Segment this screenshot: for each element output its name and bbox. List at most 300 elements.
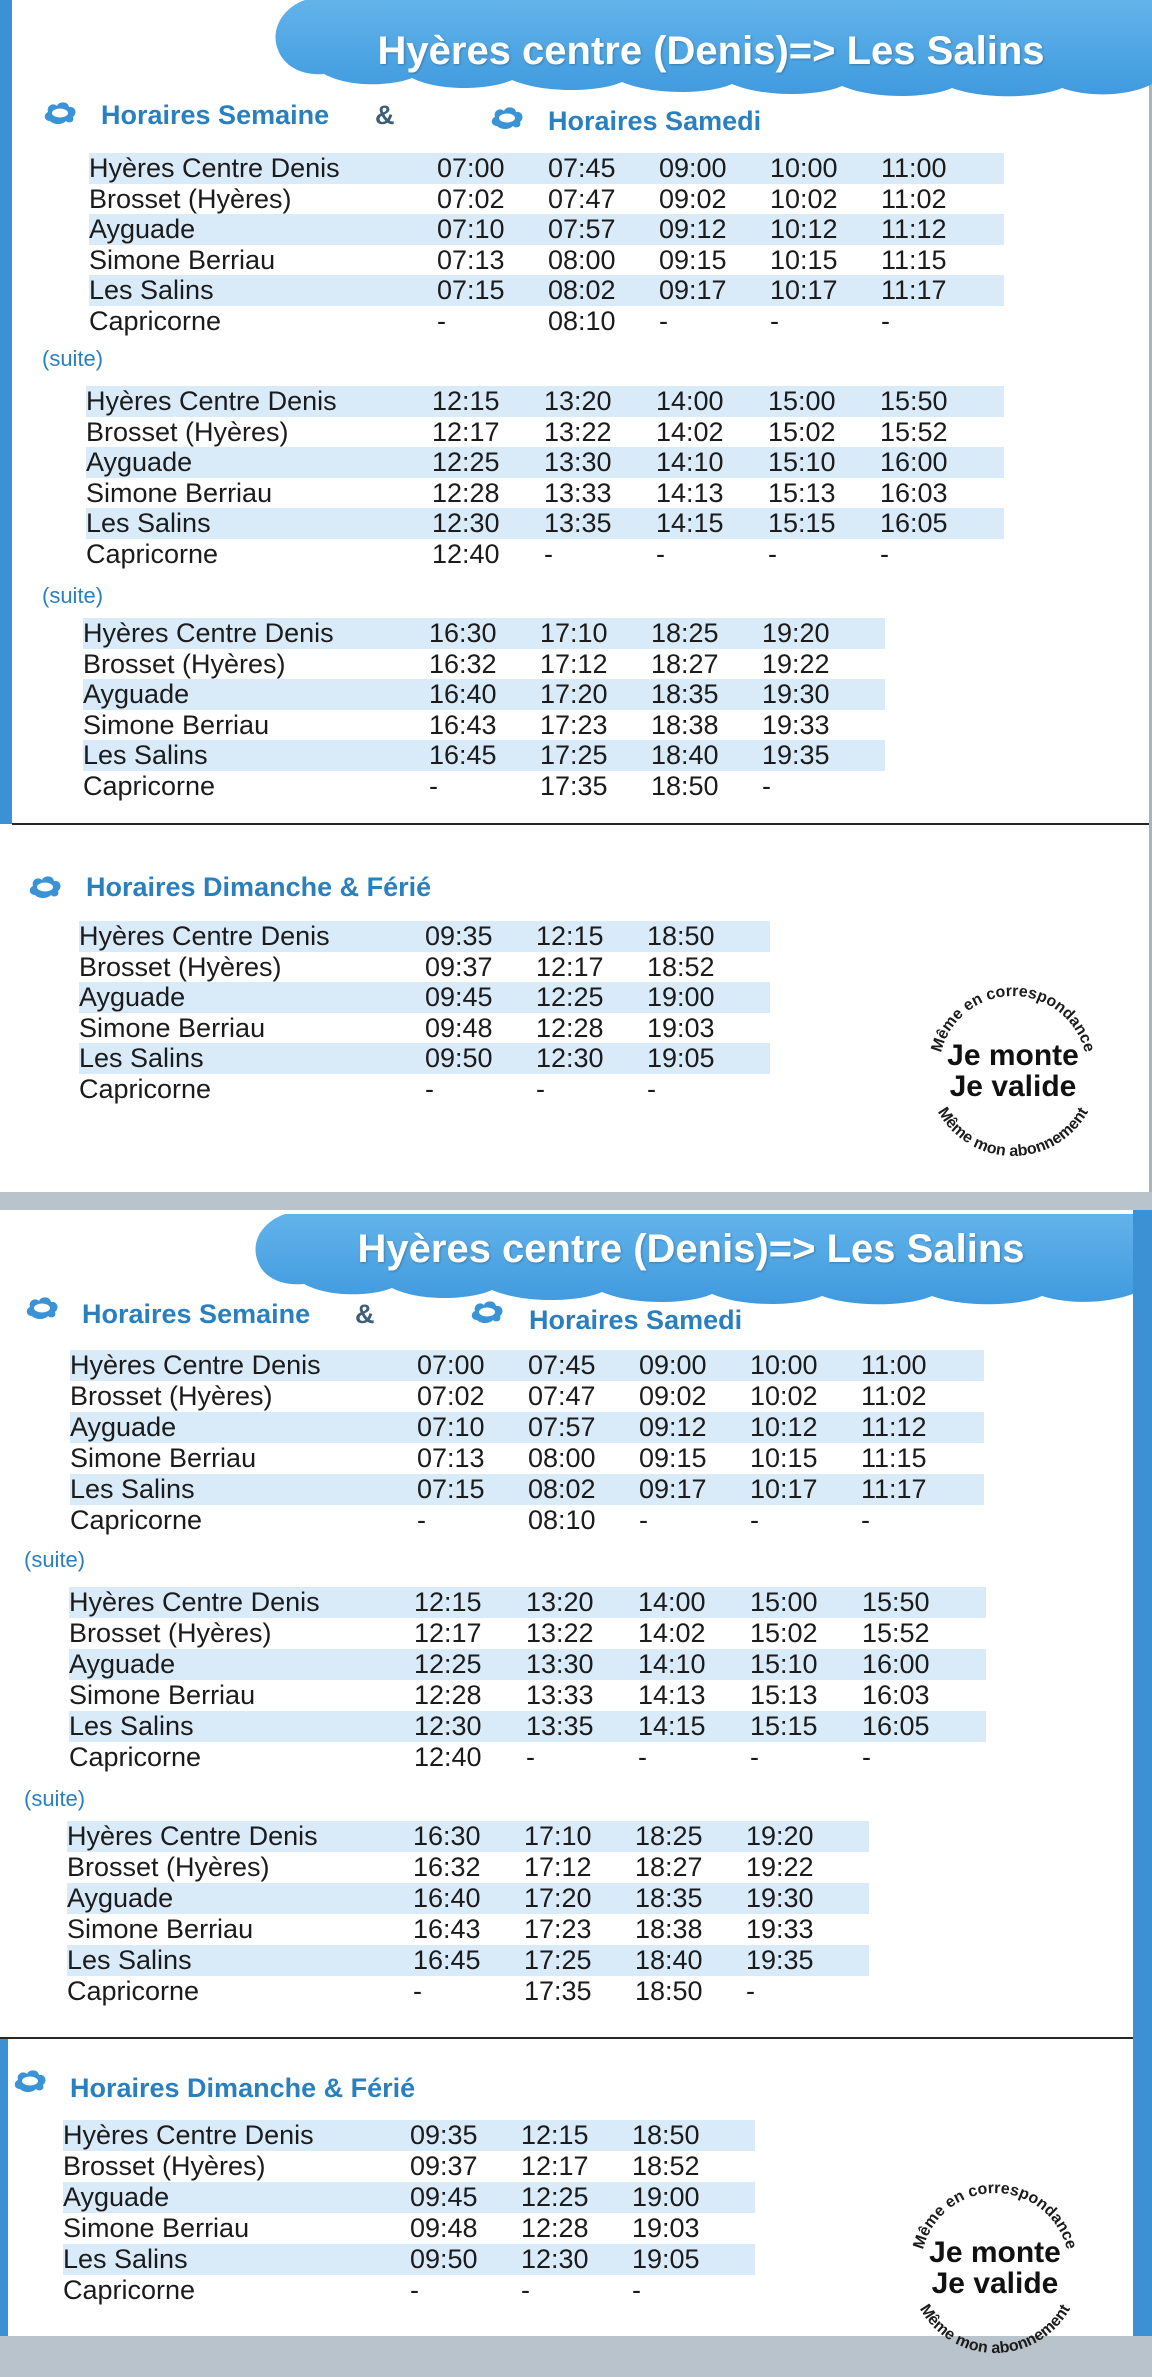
stop-name: Hyères Centre Denis: [86, 386, 337, 416]
departure-time: 07:57: [548, 214, 616, 245]
timetable-row: [83, 771, 885, 802]
departure-time: 07:45: [528, 1350, 596, 1380]
timetable-row: [89, 184, 1004, 215]
route-title: Hyères centre (Denis)=> Les Salins: [357, 1227, 1025, 1271]
validation-badge: [885, 2157, 1105, 2377]
timetable-row: [63, 2213, 755, 2244]
departure-time: 17:23: [540, 709, 608, 740]
departure-time: -: [417, 1505, 426, 1535]
timetable-block: [70, 1350, 984, 1536]
timetable-row: [79, 1013, 770, 1044]
departure-time: 19:22: [762, 648, 830, 679]
departure-time: 18:35: [635, 1883, 703, 1913]
stop-name: Hyères Centre Denis: [79, 921, 330, 951]
weekday-schedule-label: Horaires Semaine: [82, 1299, 311, 1329]
departure-time: 18:50: [647, 921, 715, 951]
departure-time: 07:00: [417, 1350, 485, 1380]
departure-time: -: [413, 1976, 422, 2006]
departure-time: 16:00: [862, 1649, 930, 1679]
timetable-row: [86, 508, 1004, 539]
stop-name: Brosset (Hyères): [79, 951, 282, 982]
departure-time: 10:00: [770, 153, 838, 183]
departure-time: -: [526, 1742, 535, 1772]
departure-time: 17:20: [540, 679, 608, 710]
timetable-row: [67, 1883, 869, 1914]
departure-time: 17:10: [524, 1821, 592, 1851]
continuation-label: (suite): [42, 583, 104, 608]
departure-time: 13:22: [544, 416, 612, 447]
departure-time: 09:02: [659, 183, 727, 214]
departure-time: -: [880, 538, 889, 569]
departure-time: 07:13: [417, 1443, 485, 1473]
departure-time: 11:15: [861, 1443, 927, 1473]
badge-line-2: Je valide: [949, 1070, 1077, 1103]
departure-time: 07:57: [528, 1412, 596, 1442]
timetable-row: [89, 153, 1004, 184]
timetable-row: [86, 539, 1004, 570]
departure-time: 07:13: [437, 244, 505, 275]
stop-name: Hyères Centre Denis: [63, 2120, 314, 2150]
departure-time: 11:02: [881, 183, 947, 214]
departure-time: -: [659, 305, 668, 336]
departure-time: -: [861, 1505, 870, 1535]
timetable-block: [86, 386, 1004, 570]
departure-time: 12:17: [414, 1618, 482, 1648]
departure-time: -: [410, 2275, 419, 2305]
departure-time: 17:25: [524, 1945, 592, 1975]
timetable-row: [83, 618, 885, 649]
continuation-label: (suite): [24, 1547, 86, 1572]
departure-time: 16:32: [429, 648, 497, 679]
departure-time: 12:25: [536, 982, 604, 1013]
departure-time: 11:02: [861, 1381, 927, 1411]
stop-name: Brosset (Hyères): [86, 416, 289, 447]
stop-name: Les Salins: [67, 1945, 192, 1975]
departure-time: 13:20: [526, 1587, 594, 1617]
stop-name: Ayguade: [86, 447, 193, 478]
sunday-holiday-schedule-label: Horaires Dimanche & Férié: [86, 872, 432, 902]
section-divider: [0, 2037, 1133, 2039]
departure-time: 11:00: [861, 1350, 927, 1380]
timetable-row: [63, 2244, 755, 2275]
timetable-row: [67, 1945, 869, 1976]
departure-time: 18:25: [651, 618, 719, 648]
departure-time: 19:33: [762, 709, 830, 740]
timetable-row: [86, 478, 1004, 509]
timetable-row: [69, 1649, 986, 1680]
svg-text:Même mon abonnement: [934, 1104, 1092, 1160]
departure-time: -: [750, 1505, 759, 1535]
badge-line-1: Je monte: [929, 2236, 1061, 2269]
right-edge-strip: [1133, 1210, 1152, 2336]
badge-line-1: Je monte: [947, 1039, 1079, 1072]
departure-time: 07:47: [528, 1381, 596, 1411]
timetable-block: [67, 1821, 869, 2007]
timetable-row: [69, 1742, 986, 1773]
stop-name: Les Salins: [63, 2244, 188, 2274]
departure-time: 18:38: [635, 1914, 703, 1944]
departure-time: 18:50: [651, 770, 719, 801]
stop-name: Capricorne: [70, 1505, 203, 1535]
departure-time: 16:03: [880, 477, 948, 508]
ampersand: &: [375, 100, 395, 130]
timetable-row: [63, 2275, 755, 2306]
departure-time: -: [656, 538, 665, 569]
departure-time: 09:50: [425, 1043, 493, 1074]
stop-name: Les Salins: [83, 740, 208, 771]
departure-time: 18:25: [635, 1821, 703, 1851]
stop-name: Brosset (Hyères): [89, 183, 292, 214]
timetable-row: [63, 2151, 755, 2182]
departure-time: 16:43: [413, 1914, 481, 1944]
cloud-icon: [27, 873, 63, 899]
departure-time: 14:10: [638, 1649, 706, 1679]
departure-time: 12:17: [432, 416, 500, 447]
departure-time: 09:02: [639, 1381, 707, 1411]
departure-time: 12:25: [414, 1649, 482, 1679]
departure-time: 09:48: [425, 1012, 493, 1043]
timetable-row: [89, 306, 1004, 337]
departure-time: 07:00: [437, 153, 505, 183]
departure-time: 07:02: [417, 1381, 485, 1411]
departure-time: 15:02: [750, 1618, 818, 1648]
timetable-row: [79, 1074, 770, 1105]
timetable-row: [86, 386, 1004, 417]
section-divider: [12, 823, 1149, 825]
timetable-row: [89, 214, 1004, 245]
departure-time: 10:00: [750, 1350, 818, 1380]
badge-line-2: Je valide: [931, 2267, 1059, 2300]
departure-time: -: [862, 1742, 871, 1772]
departure-time: -: [750, 1742, 759, 1772]
departure-time: 08:02: [548, 275, 616, 306]
departure-time: 13:33: [526, 1680, 594, 1710]
departure-time: -: [647, 1073, 656, 1104]
departure-time: 09:17: [639, 1474, 707, 1504]
timetable-row: [70, 1350, 984, 1381]
ampersand: &: [355, 1299, 375, 1329]
stop-name: Brosset (Hyères): [63, 2151, 266, 2181]
departure-time: 18:35: [651, 679, 719, 710]
departure-time: 16:05: [880, 508, 948, 539]
timetable-row: [69, 1618, 986, 1649]
departure-time: 19:30: [762, 679, 830, 710]
departure-time: 17:20: [524, 1883, 592, 1913]
departure-time: 11:17: [861, 1474, 927, 1504]
departure-time: 13:30: [544, 447, 612, 478]
departure-time: 15:13: [768, 477, 836, 508]
timetable-row: [86, 417, 1004, 448]
departure-time: 16:45: [413, 1945, 481, 1975]
timetable-row: [70, 1412, 984, 1443]
departure-time: 08:00: [528, 1443, 596, 1473]
departure-time: 16:30: [413, 1821, 481, 1851]
departure-time: 09:12: [659, 214, 727, 245]
stop-name: Ayguade: [83, 679, 190, 710]
badge-bottom-text: Même mon abonnement: [916, 2301, 1074, 2358]
timetable-row: [83, 649, 885, 680]
departure-time: 12:28: [536, 1012, 604, 1043]
departure-time: 19:03: [632, 2213, 700, 2243]
departure-time: 09:37: [410, 2151, 478, 2181]
departure-time: 18:27: [651, 648, 719, 679]
stop-name: Les Salins: [70, 1474, 195, 1504]
departure-time: 12:15: [536, 921, 604, 951]
timetable-row: [67, 1821, 869, 1852]
departure-time: 13:30: [526, 1649, 594, 1679]
departure-time: 07:15: [417, 1474, 485, 1504]
departure-time: 15:52: [862, 1618, 930, 1648]
departure-time: 10:02: [770, 183, 838, 214]
departure-time: 16:00: [880, 447, 948, 478]
departure-time: 18:50: [632, 2120, 700, 2150]
timetable-row: [79, 982, 770, 1013]
departure-time: 12:30: [414, 1711, 482, 1741]
timetable-row: [79, 1043, 770, 1074]
cloud-icon: [12, 2067, 48, 2093]
timetable-row: [70, 1381, 984, 1412]
departure-time: 09:15: [639, 1443, 707, 1473]
stop-name: Ayguade: [70, 1412, 177, 1442]
timetable-block-sunday: [79, 921, 770, 1105]
timetable-row: [79, 921, 770, 952]
sunday-holiday-schedule-label: Horaires Dimanche & Férié: [70, 2073, 416, 2103]
timetable-row: [83, 679, 885, 710]
departure-time: 17:35: [540, 770, 608, 801]
stop-name: Capricorne: [83, 770, 216, 801]
departure-time: 12:40: [414, 1742, 482, 1772]
departure-time: 19:30: [746, 1883, 814, 1913]
departure-time: 18:52: [632, 2151, 700, 2181]
timetable-row: [69, 1711, 986, 1742]
timetable-block: [89, 153, 1004, 337]
departure-time: 17:12: [524, 1852, 592, 1882]
departure-time: 12:15: [414, 1587, 482, 1617]
badge-bottom-text: Même mon abonnement: [934, 1104, 1092, 1161]
departure-time: 19:00: [632, 2182, 700, 2212]
departure-time: 09:00: [639, 1350, 707, 1380]
departure-time: 14:10: [656, 447, 724, 478]
departure-time: 12:30: [432, 508, 500, 539]
departure-time: 14:15: [656, 508, 724, 539]
departure-time: -: [632, 2275, 641, 2305]
departure-time: 15:00: [750, 1587, 818, 1617]
departure-time: 12:15: [432, 386, 500, 416]
stop-name: Brosset (Hyères): [69, 1618, 272, 1648]
stop-name: Hyères Centre Denis: [70, 1350, 321, 1380]
departure-time: 16:30: [429, 618, 497, 648]
departure-time: 19:35: [746, 1945, 814, 1975]
timetable-row: [69, 1680, 986, 1711]
stop-name: Hyères Centre Denis: [83, 618, 334, 648]
departure-time: 15:15: [750, 1711, 818, 1741]
departure-time: 17:10: [540, 618, 608, 648]
departure-time: 14:15: [638, 1711, 706, 1741]
stop-name: Hyères Centre Denis: [67, 1821, 318, 1851]
departure-time: 14:13: [638, 1680, 706, 1710]
stop-name: Les Salins: [79, 1043, 204, 1074]
departure-time: 09:00: [659, 153, 727, 183]
departure-time: 07:47: [548, 183, 616, 214]
badge-top-text: Même en correspondance: [910, 2179, 1080, 2252]
departure-time: 07:15: [437, 275, 505, 306]
departure-time: 09:35: [410, 2120, 478, 2150]
departure-time: 18:52: [647, 951, 715, 982]
departure-time: 18:27: [635, 1852, 703, 1882]
departure-time: 10:12: [750, 1412, 818, 1442]
stop-name: Capricorne: [63, 2275, 196, 2305]
departure-time: -: [521, 2275, 530, 2305]
departure-time: 11:17: [881, 275, 947, 306]
departure-time: 16:45: [429, 740, 497, 771]
departure-time: -: [544, 538, 553, 569]
departure-time: 12:30: [521, 2244, 589, 2274]
departure-time: 08:02: [528, 1474, 596, 1504]
departure-time: 12:28: [432, 477, 500, 508]
departure-time: 11:12: [881, 214, 947, 245]
stop-name: Capricorne: [86, 538, 219, 569]
stop-name: Les Salins: [86, 508, 211, 539]
timetable-block: [69, 1587, 986, 1773]
timetable-row: [67, 1914, 869, 1945]
timetable-row: [70, 1474, 984, 1505]
departure-time: 19:33: [746, 1914, 814, 1944]
departure-time: 09:50: [410, 2244, 478, 2274]
timetable-row: [89, 245, 1004, 276]
stop-name: Brosset (Hyères): [83, 648, 286, 679]
departure-time: 15:13: [750, 1680, 818, 1710]
stop-name: Les Salins: [69, 1711, 194, 1741]
departure-time: 12:30: [536, 1043, 604, 1074]
departure-time: 14:00: [638, 1587, 706, 1617]
departure-time: 11:15: [881, 244, 947, 275]
left-edge-strip: [0, 2038, 8, 2336]
departure-time: -: [881, 305, 890, 336]
departure-time: 13:22: [526, 1618, 594, 1648]
departure-time: -: [746, 1976, 755, 2006]
stop-name: Hyères Centre Denis: [69, 1587, 320, 1617]
departure-time: 17:23: [524, 1914, 592, 1944]
cloud-icon: [489, 104, 525, 130]
cloud-icon: [42, 99, 78, 125]
departure-time: 09:17: [659, 275, 727, 306]
departure-time: 18:50: [635, 1976, 703, 2006]
departure-time: 17:35: [524, 1976, 592, 2006]
departure-time: 16:05: [862, 1711, 930, 1741]
departure-time: 10:02: [750, 1381, 818, 1411]
departure-time: 10:15: [770, 244, 838, 275]
departure-time: 07:02: [437, 183, 505, 214]
timetable-row: [69, 1587, 986, 1618]
stop-name: Simone Berriau: [83, 709, 270, 740]
stop-name: Simone Berriau: [79, 1012, 266, 1043]
departure-time: 09:15: [659, 244, 727, 275]
departure-time: 16:40: [429, 679, 497, 710]
cloud-icon: [469, 1298, 505, 1324]
departure-time: 13:35: [544, 508, 612, 539]
departure-time: -: [762, 770, 771, 801]
departure-time: 19:22: [746, 1852, 814, 1882]
departure-time: 19:00: [647, 982, 715, 1013]
stop-name: Hyères Centre Denis: [89, 153, 340, 183]
departure-time: 14:13: [656, 477, 724, 508]
departure-time: 09:37: [425, 951, 493, 982]
svg-text:Même mon abonnement: [916, 2301, 1074, 2357]
departure-time: 07:45: [548, 153, 616, 183]
saturday-schedule-label: Horaires Samedi: [548, 106, 762, 136]
departure-time: 16:03: [862, 1680, 930, 1710]
departure-time: -: [770, 305, 779, 336]
stop-name: Capricorne: [89, 305, 222, 336]
departure-time: 10:15: [750, 1443, 818, 1473]
departure-time: 11:12: [861, 1412, 927, 1442]
departure-time: 15:10: [768, 447, 836, 478]
validation-badge: [903, 960, 1123, 1180]
departure-time: 15:52: [880, 416, 948, 447]
departure-time: 12:28: [414, 1680, 482, 1710]
departure-time: 18:38: [651, 709, 719, 740]
saturday-schedule-label: Horaires Samedi: [529, 1305, 743, 1335]
stop-name: Simone Berriau: [69, 1680, 256, 1710]
timetable-block: [83, 618, 885, 802]
departure-time: -: [768, 538, 777, 569]
continuation-label: (suite): [42, 346, 104, 371]
route-title: Hyères centre (Denis)=> Les Salins: [377, 29, 1045, 73]
stop-name: Simone Berriau: [70, 1443, 257, 1473]
departure-time: 09:12: [639, 1412, 707, 1442]
timetable-row: [67, 1852, 869, 1883]
stop-name: Ayguade: [67, 1883, 174, 1913]
departure-time: 18:40: [635, 1945, 703, 1975]
departure-time: 12:15: [521, 2120, 589, 2150]
stop-name: Simone Berriau: [86, 477, 273, 508]
stop-name: Ayguade: [79, 982, 186, 1013]
timetable-row: [89, 275, 1004, 306]
timetable-row: [70, 1505, 984, 1536]
cloud-icon: [24, 1294, 60, 1320]
departure-time: 14:02: [656, 416, 724, 447]
departure-time: 09:35: [425, 921, 493, 951]
departure-time: 15:10: [750, 1649, 818, 1679]
departure-time: 09:45: [410, 2182, 478, 2212]
stop-name: Capricorne: [79, 1073, 212, 1104]
stop-name: Ayguade: [69, 1649, 176, 1679]
departure-time: 07:10: [437, 214, 505, 245]
departure-time: 12:25: [432, 447, 500, 478]
departure-time: 18:40: [651, 740, 719, 771]
timetable-row: [63, 2120, 755, 2151]
departure-time: 17:12: [540, 648, 608, 679]
timetable-row: [67, 1976, 869, 2007]
timetable-row: [83, 710, 885, 741]
timetable-panel-bottom: [0, 1210, 1152, 2358]
badge-top-text: Même en correspondance: [928, 982, 1098, 1055]
departure-time: 12:25: [521, 2182, 589, 2212]
stop-name: Capricorne: [69, 1742, 202, 1772]
departure-time: 19:35: [762, 740, 830, 771]
departure-time: 12:17: [536, 951, 604, 982]
departure-time: 14:00: [656, 386, 724, 416]
departure-time: 19:05: [632, 2244, 700, 2274]
departure-time: 16:40: [413, 1883, 481, 1913]
timetable-row: [70, 1443, 984, 1474]
departure-time: 16:32: [413, 1852, 481, 1882]
stop-name: Brosset (Hyères): [70, 1381, 273, 1411]
departure-time: -: [639, 1505, 648, 1535]
timetable-row: [86, 447, 1004, 478]
timetable-row: [63, 2182, 755, 2213]
departure-time: -: [425, 1073, 434, 1104]
